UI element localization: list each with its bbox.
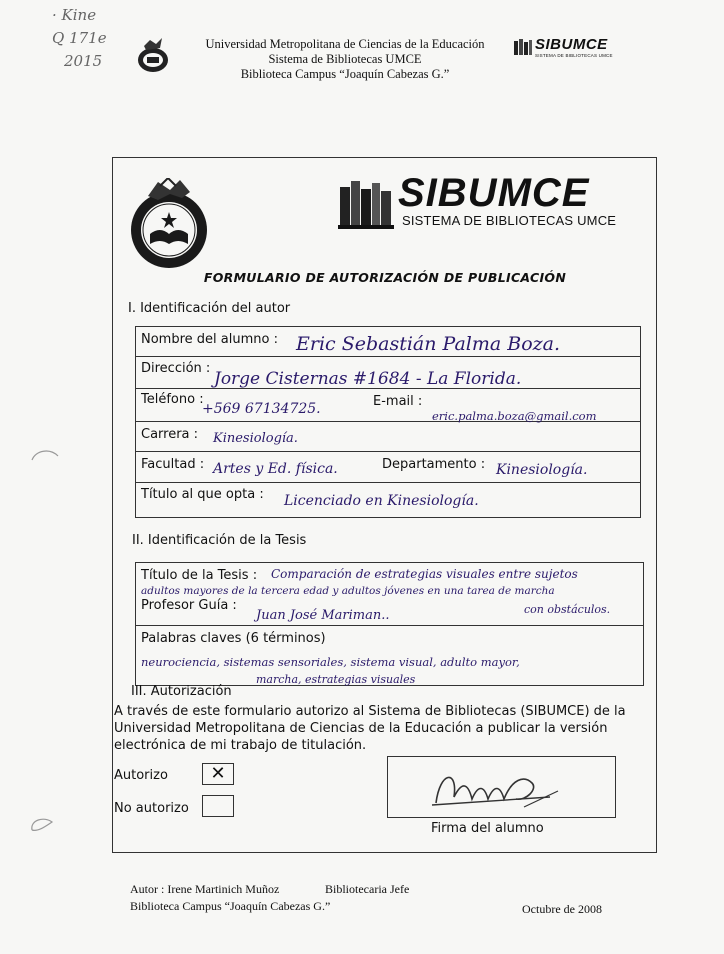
carrera-label: Carrera : (141, 427, 199, 442)
author-fields-box (135, 326, 641, 518)
titulo-opta-value: Licenciado en Kinesiología. (284, 493, 479, 509)
profesor-value: Juan José Mariman.. (256, 608, 390, 623)
departamento-value: Kinesiología. (496, 462, 588, 478)
no-autorizo-label: No autorizo (114, 801, 189, 816)
authorization-text: A través de este formulario autorizo al Sistema de Bibliotecas (SIBUMCE) de la Universidad Metropolitana de Ciencias de la Educación a publicar la versión electrónica de mi trabajo de titulación. (114, 704, 626, 753)
sibumce-logo-small (513, 38, 623, 60)
logo-word: SIBUMCE (398, 171, 590, 215)
signature-label: Firma del alumno (431, 821, 544, 836)
direccion-value: Jorge Cisternas #1684 - La Florida. (214, 369, 522, 389)
titulo-tesis-value-line2: adultos mayores de la tercera edad y adultos jóvenes en una tarea de marcha (141, 585, 555, 597)
signature-box (387, 756, 616, 818)
email-label: E-mail : (373, 394, 423, 409)
logo-word: SIBUMCE (535, 36, 608, 53)
titulo-opta-label: Título al que opta : (141, 487, 264, 502)
titulo-tesis-value-line1: Comparación de estrategias visuales entre sujetos (271, 567, 578, 581)
signature-icon (428, 761, 568, 813)
nombre-value: Eric Sebastián Palma Boza. (296, 333, 561, 355)
carrera-value: Kinesiología. (213, 431, 298, 446)
annotation-line: · Kine (52, 6, 97, 24)
departamento-label: Departamento : (382, 457, 486, 472)
palabras-value-line2: marcha, estrategias visuales (256, 673, 416, 686)
autorizo-checkbox[interactable] (202, 763, 234, 785)
logo-subtitle: SISTEMA DE BIBLIOTECAS UMCE (402, 213, 617, 228)
titulo-tesis-label: Título de la Tesis : (141, 568, 258, 583)
direccion-label: Dirección : (141, 361, 211, 376)
pencil-annotation (52, 6, 132, 71)
no-autorizo-checkbox[interactable] (202, 795, 234, 817)
section-thesis-heading: II. Identificación de la Tesis (132, 533, 307, 548)
pencil-mark-icon (28, 814, 58, 836)
annotation-line: 2015 (64, 52, 103, 70)
pencil-mark-icon (30, 446, 60, 466)
facultad-value: Artes y Ed. física. (213, 461, 338, 477)
autorizo-label: Autorizo (114, 768, 168, 783)
nombre-label: Nombre del alumno : (141, 332, 278, 347)
thesis-fields-box (135, 562, 644, 686)
facultad-label: Facultad : (141, 457, 205, 472)
palabras-value-line1: neurociencia, sistemas sensoriales, sistema visual, adulto mayor, (141, 655, 520, 669)
telefono-value: +569 67134725. (202, 401, 321, 417)
footer-author: Autor : Irene Martinich Muñoz (130, 882, 280, 896)
library-books-icon (513, 38, 533, 56)
titulo-tesis-value-line3: con obstáculos. (524, 603, 611, 616)
footer-library: Biblioteca Campus “Joaquín Cabezas G.” (130, 899, 331, 913)
section-author-heading: I. Identificación del autor (128, 301, 291, 316)
annotation-line: Q 171e (52, 29, 107, 47)
section-authorization-heading: III. Autorización (131, 684, 232, 699)
umce-emblem-icon (120, 178, 218, 270)
telefono-label: Teléfono : (141, 392, 204, 407)
sibumce-logo (338, 171, 638, 235)
logo-subtitle: SISTEMA DE BIBLIOTECAS UMCE (535, 53, 613, 58)
letterhead-system: Sistema de Bibliotecas UMCE (268, 52, 422, 66)
library-books-icon (338, 177, 394, 229)
letterhead-university: Universidad Metropolitana de Ciencias de la Educación (205, 37, 485, 51)
palabras-label: Palabras claves (6 términos) (141, 631, 326, 646)
footer-role: Bibliotecaria Jefe (325, 882, 410, 896)
footer-date: Octubre de 2008 (522, 902, 602, 916)
letterhead-library: Biblioteca Campus “Joaquín Cabezas G.” (240, 67, 450, 81)
profesor-label: Profesor Guía : (141, 598, 237, 613)
form-title: FORMULARIO DE AUTORIZACIÓN DE PUBLICACIÓN (203, 270, 567, 285)
check-mark: ✕ (210, 763, 226, 784)
email-value: eric.palma.boza@gmail.com (432, 409, 597, 423)
